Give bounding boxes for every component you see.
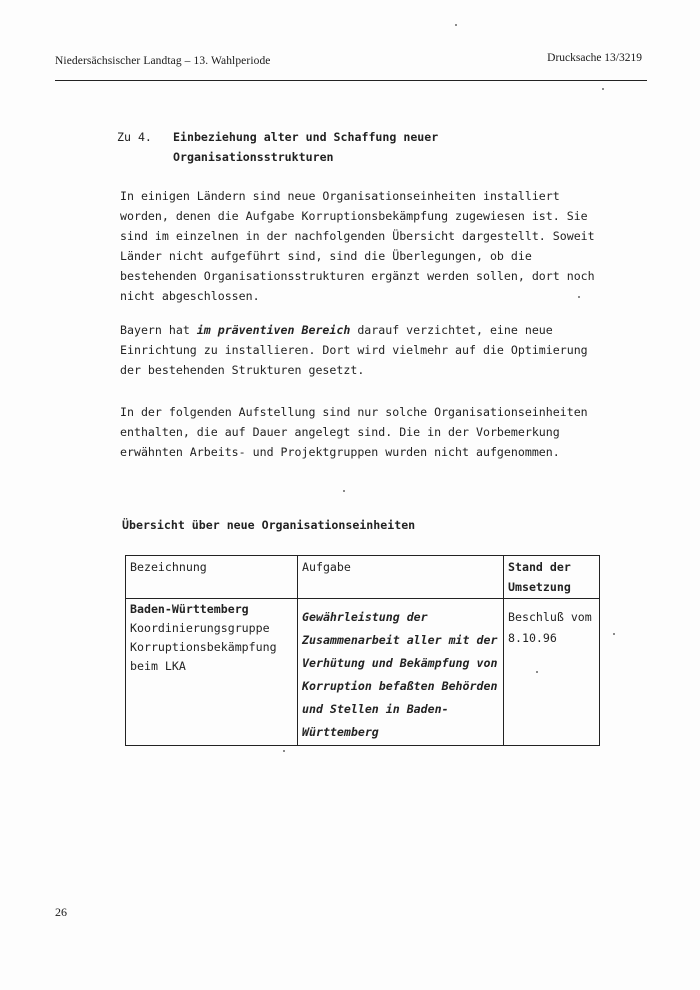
table-row (126, 599, 600, 746)
running-header-title: Niedersächsischer Landtag – 13. Wahlperiode (55, 55, 271, 67)
paragraph-bavaria-end: darauf verzichtet, eine neue Einrichtung zu installieren. Dort wird vielmehr auf die Optimierung der bestehenden Strukturen gesetzt. (120, 323, 588, 377)
table-header-row (126, 556, 600, 599)
scan-speck (613, 633, 615, 635)
page-number: 26 (55, 905, 67, 919)
paragraph-bavaria (120, 320, 595, 380)
column-header-status: Stand der Umsetzung (504, 556, 600, 599)
paragraph-bavaria-start: Bayern hat (120, 323, 197, 337)
paragraph-listing-scope: In der folgenden Aufstellung sind nur solche Organisationseinheiten enthalten, die auf Dauer angelegt sind. Die in der Vorbemerkung erwähnten Arbeits- und Projektgruppen wurden nicht aufgenommen. (120, 405, 588, 459)
task-text: Gewährleistung der Zusammenarbeit aller mit der Verhütung und Bekämpfung von Korruption befaßten Behörden und Stellen in Baden-Württemberg (302, 610, 498, 739)
scan-speck (455, 24, 457, 26)
unit-name-line: Koordinierungsgruppe (130, 621, 270, 635)
unit-name-line: beim LKA (130, 659, 186, 673)
paragraph-bavaria-emphasis: im präventiven Bereich (196, 323, 351, 337)
status-text: Beschluß vom 8.10.96 (508, 610, 592, 645)
header-rule (55, 80, 647, 81)
column-header-designation: Bezeichnung (126, 556, 298, 599)
section-number: Zu 4. (117, 130, 152, 144)
designation-lines (130, 600, 293, 676)
scan-speck (343, 490, 345, 492)
overview-table (125, 555, 600, 746)
running-header-doc-number: Drucksache 13/3219 (547, 52, 642, 64)
section-title: Einbeziehung alter und Schaffung neuer Organisationsstrukturen (173, 130, 439, 164)
column-header-task: Aufgabe (298, 556, 504, 599)
scan-speck (602, 88, 604, 90)
cell-task (298, 599, 504, 746)
scan-speck (283, 750, 285, 752)
unit-name-line: Korruptionsbekämpfung (130, 640, 277, 654)
state-name: Baden-Württemberg (130, 602, 249, 616)
paragraph-new-units: In einigen Ländern sind neue Organisationseinheiten installiert worden, denen die Aufgabe Korruptionsbekämpfung zugewiesen ist. Sie sind im einzelnen in der nachfolgenden Übersicht dargestellt. Soweit Länder nicht aufgeführt sind, sind die Überlegungen, ob die bestehenden Organisationsstrukturen ergänzt werden sollen, dort noch nicht abgeschlossen. (120, 189, 595, 303)
cell-status (504, 599, 600, 746)
table-title: Übersicht über neue Organisationseinheiten (122, 518, 416, 532)
cell-designation (126, 599, 298, 746)
